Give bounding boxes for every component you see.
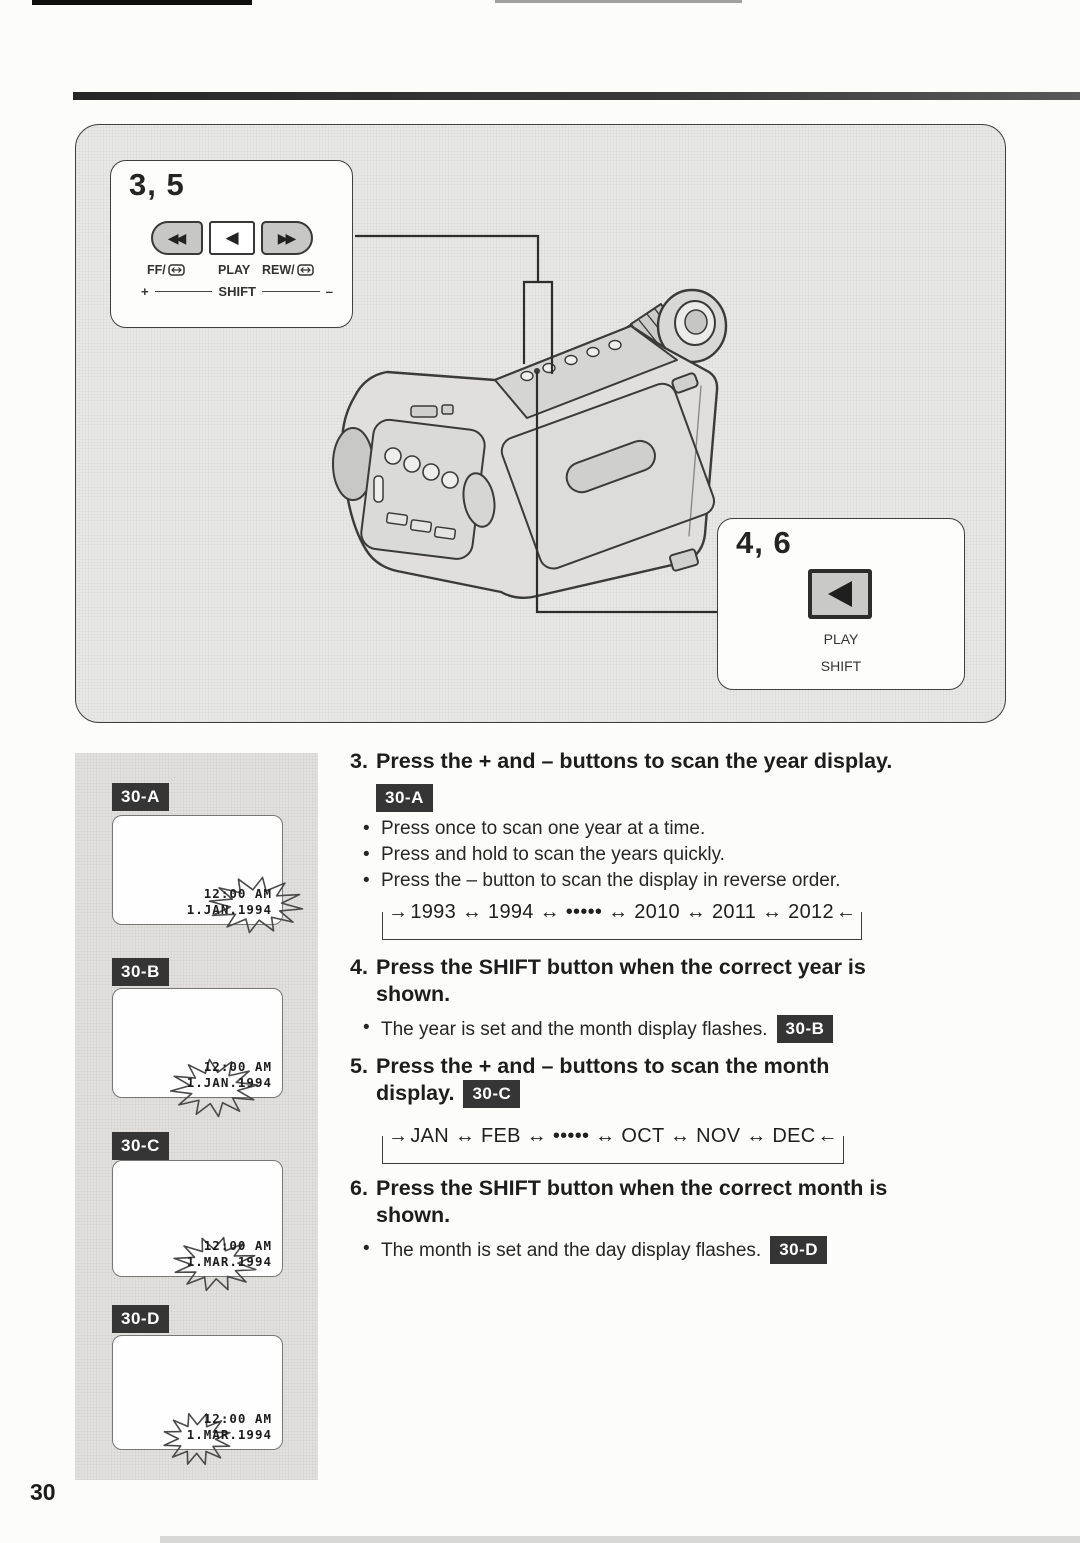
display-screen-30B xyxy=(112,988,283,1098)
display-datetime: 12:00 AM 1.JAN.1994 xyxy=(186,886,272,917)
shift-line xyxy=(262,291,320,292)
page-edge-bar xyxy=(32,0,252,5)
shift-line xyxy=(155,291,213,292)
display-datetime: 12:00 AM 1.MAR.1994 xyxy=(186,1238,272,1269)
step-number: 3. xyxy=(350,749,368,773)
callout-box-3-5 xyxy=(110,160,353,328)
instruction-steps xyxy=(350,748,1012,1264)
display-datetime: 12:00 AM 1.JAN.1994 xyxy=(186,1059,272,1090)
display-badge-30D: 30-D xyxy=(112,1305,169,1333)
bullet-item: • Press and hold to scan the years quickly. xyxy=(363,842,1012,868)
tape-direction-icon xyxy=(168,264,185,276)
step-3-badge-line xyxy=(376,784,1012,812)
shift-row xyxy=(141,284,333,299)
page-number: 30 xyxy=(30,1479,56,1505)
loop-arrow-in: → xyxy=(388,1125,409,1147)
year-loop-sequence: 1993 ↔ 1994 ↔ ••••• ↔ 2010 ↔ 2011 ↔ 2012 xyxy=(410,901,834,923)
step-6-note xyxy=(363,1236,1012,1264)
month-loop-sequence: JAN ↔ FEB ↔ ••••• ↔ OCT ↔ NOV ↔ DEC xyxy=(410,1125,816,1147)
tape-direction-icon xyxy=(297,264,314,276)
step-4-heading: 4. Press the SHIFT button when the correct year is shown. xyxy=(350,955,866,1006)
play-button xyxy=(209,221,255,255)
shift-label: SHIFT xyxy=(820,658,862,674)
month-loop-diagram xyxy=(350,1124,1012,1164)
loop-arrow-out: ← xyxy=(817,1125,838,1147)
fast-forward-icon: ▶▶ xyxy=(277,229,294,246)
callout-3-5-label: 3, 5 xyxy=(129,167,185,202)
callout-box-4-6 xyxy=(717,518,965,690)
tape-button-cluster xyxy=(151,221,313,255)
step-number: 4. xyxy=(350,955,368,979)
shift-label: SHIFT xyxy=(218,284,256,299)
figure-ref-badge: 30-B xyxy=(777,1015,834,1043)
play-label: PLAY xyxy=(823,631,859,647)
bullet-item: • Press once to scan one year at a time. xyxy=(363,816,1012,842)
step-number: 6. xyxy=(350,1176,368,1200)
loop-return-line xyxy=(382,1136,844,1164)
step-6-heading: 6. Press the SHIFT button when the correct month is shown. xyxy=(350,1176,888,1227)
play-icon: ◀ xyxy=(225,228,239,247)
step-4-note xyxy=(363,1015,1012,1043)
display-sequence-panel xyxy=(75,753,318,1480)
figure-ref-badge: 30-A xyxy=(376,784,433,812)
page-edge-bar-2 xyxy=(495,0,742,3)
loop-return-line xyxy=(382,912,862,940)
callout-4-6-label: 4, 6 xyxy=(736,525,792,560)
step-number: 5. xyxy=(350,1054,368,1078)
year-loop-diagram xyxy=(350,900,1012,940)
display-datetime: 12:00 AM 1.MAR.1994 xyxy=(186,1411,272,1442)
display-badge-30A: 30-A xyxy=(112,783,169,811)
display-screen-30A xyxy=(112,815,283,925)
figure-ref-badge: 30-C xyxy=(463,1080,520,1108)
section-rule xyxy=(73,92,1080,100)
display-badge-30B: 30-B xyxy=(112,958,169,986)
display-screen-30D xyxy=(112,1335,283,1450)
ff-button xyxy=(151,221,203,255)
step-5-heading: 5. Press the + and – buttons to scan the month display. 30-C xyxy=(350,1053,1012,1108)
display-screen-30C xyxy=(112,1160,283,1277)
bullet-item: • The month is set and the day display flashes. 30-D xyxy=(363,1236,1012,1264)
play-shift-button xyxy=(808,569,872,619)
loop-arrow-out: ← xyxy=(835,901,857,923)
ff-button-label: FF/ xyxy=(147,263,185,277)
fast-reverse-icon: ◀◀ xyxy=(167,229,184,246)
display-badge-30C: 30-C xyxy=(112,1132,169,1160)
step-3-heading: 3. Press the + and – buttons to scan the year display. xyxy=(350,749,893,773)
loop-arrow-in: → xyxy=(388,901,409,923)
rew-button-label: REW/ xyxy=(262,263,314,277)
bullet-item: • The year is set and the month display flashes. 30-B xyxy=(363,1015,1012,1043)
step-3-bullets xyxy=(363,816,1012,894)
figure-ref-badge: 30-D xyxy=(770,1236,827,1264)
play-button-label: PLAY xyxy=(218,263,251,277)
minus-label: – xyxy=(325,284,334,299)
plus-label: + xyxy=(141,284,149,299)
bullet-item: • Press the – button to scan the display in reverse order. xyxy=(363,868,1012,894)
play-icon xyxy=(825,580,855,608)
page-bottom-band xyxy=(160,1536,1080,1543)
rew-button xyxy=(261,221,313,255)
